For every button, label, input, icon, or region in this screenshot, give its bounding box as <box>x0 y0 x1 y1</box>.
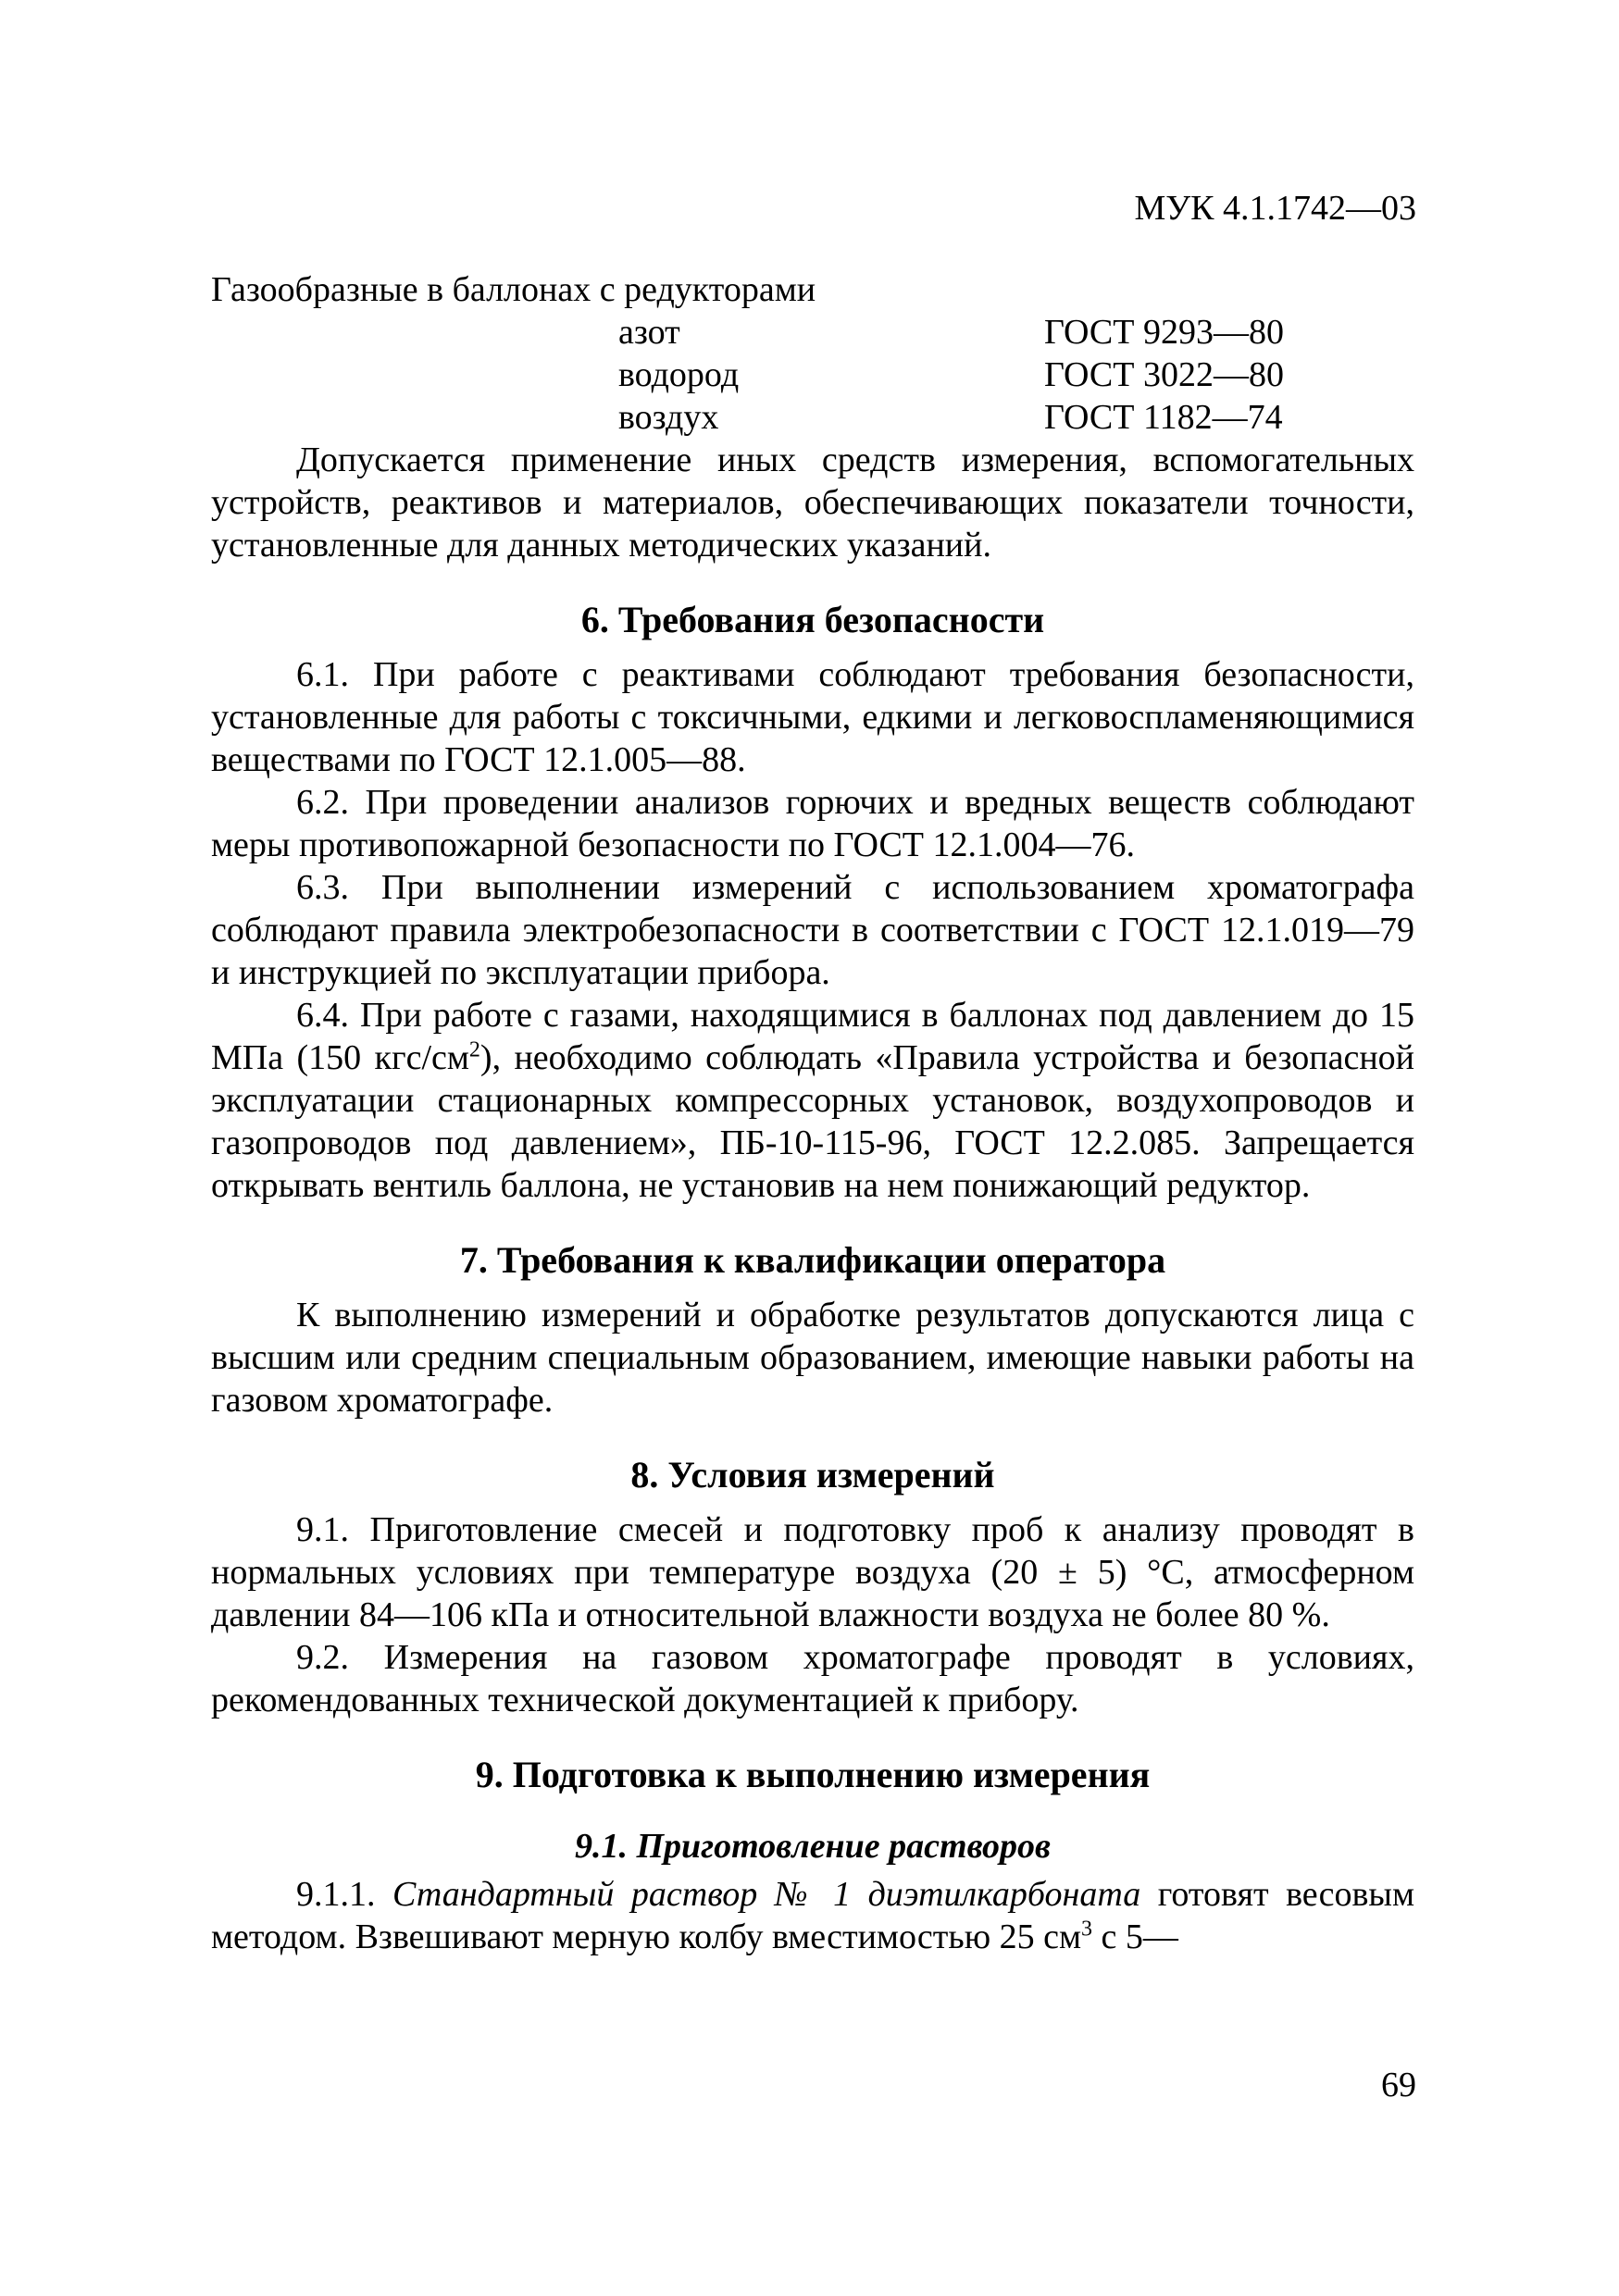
page-content <box>211 268 1414 1958</box>
gas-name: воздух <box>618 398 719 437</box>
paragraph-9-1-1-part-a: готовят весовым методом. Взвешивают мерную колбу вместимостью 25 см <box>211 1875 1414 1956</box>
paragraph-6-4-part-b: ), необходимо соблюдать «Правила устройства и безопасной эксплуатации стационарных компрессорных установок, воздухопроводов и газопроводов под давлением», ПБ-10-115-96, ГОСТ 12.2.085. Запрещается открывать вентиль баллона, не установив на нем понижающий редуктор. <box>211 1038 1414 1205</box>
document-code: МУК 4.1.1742—03 <box>1134 189 1416 228</box>
gas-name: азот <box>618 313 680 352</box>
page-number: 69 <box>1381 2066 1416 2104</box>
paragraph-8-1: 9.1. Приготовление смесей и подготовку проб к анализу проводят в нормальных условиях при температуре воздуха (20 ± 5) °С, атмосферном давлении 84—106 кПа и относительной влажности воздуха не более 80 %. <box>211 1510 1414 1634</box>
gas-row <box>211 311 1414 354</box>
paragraph-6-1: 6.1. При работе с реактивами соблюдают требования безопасности, установленные для работы с токсичными, едкими и легковоспламеняющимися веществами по ГОСТ 12.1.005—88. <box>211 655 1414 779</box>
paragraph-6-4 <box>211 994 1414 1207</box>
superscript: 3 <box>1081 1917 1092 1942</box>
paragraph-9-1-1-part-b: с 5— <box>1092 1917 1178 1956</box>
gas-row <box>211 354 1414 396</box>
gas-list <box>211 311 1414 439</box>
paragraph-8-2: 9.2. Измерения на газовом хроматографе проводят в условиях, рекомендованных технической документацией к прибору. <box>211 1638 1414 1719</box>
gas-standard: ГОСТ 3022—80 <box>1044 355 1284 394</box>
gas-standard: ГОСТ 9293—80 <box>1044 313 1284 352</box>
gas-standard: ГОСТ 1182—74 <box>1044 398 1283 437</box>
section-6-heading: 6. Требования безопасности <box>580 599 1045 640</box>
gas-name: водород <box>618 355 740 394</box>
paragraph-6-3: 6.3. При выполнении измерений с использованием хроматографа соблюдают правила электробезопасности в соответствии с ГОСТ 12.1.019—79 и инструкцией по эксплуатации прибора. <box>211 868 1414 992</box>
paragraph-9-1-1 <box>211 1873 1414 1958</box>
section-7-heading: 7. Требования к квалификации оператора <box>459 1239 1166 1281</box>
paragraph-number: 9.1.1. <box>296 1875 393 1914</box>
gases-intro: Газообразные в баллонах с редукторами <box>211 270 816 309</box>
allowance-paragraph: Допускается применение иных средств измерения, вспомогательных устройств, реактивов и материалов, обеспечивающих показатели точности, установленные для данных методических указаний. <box>211 441 1414 565</box>
paragraph-6-4-part-a: 6.4. При работе с газами, находящимися в баллонах под давлением до 15 МПа (150 кгс/см <box>211 996 1414 1077</box>
paragraph-7-1: К выполнению измерений и обработке результатов допускаются лица с высшим или средним специальным образованием, имеющие навыки работы на газовом хроматографе. <box>211 1296 1414 1420</box>
section-8-heading: 8. Условия измерений <box>630 1454 995 1496</box>
italic-term: Стандартный раствор № 1 диэтилкарбоната <box>392 1875 1141 1914</box>
paragraph-6-2: 6.2. При проведении анализов горючих и вредных веществ соблюдают меры противопожарной безопасности по ГОСТ 12.1.004—76. <box>211 783 1414 864</box>
subsection-9-1-heading: 9.1. Приготовление растворов <box>574 1827 1052 1866</box>
section-9-heading: 9. Подготовка к выполнению измерения <box>475 1754 1151 1795</box>
gas-row <box>211 396 1414 439</box>
superscript: 2 <box>468 1037 480 1062</box>
